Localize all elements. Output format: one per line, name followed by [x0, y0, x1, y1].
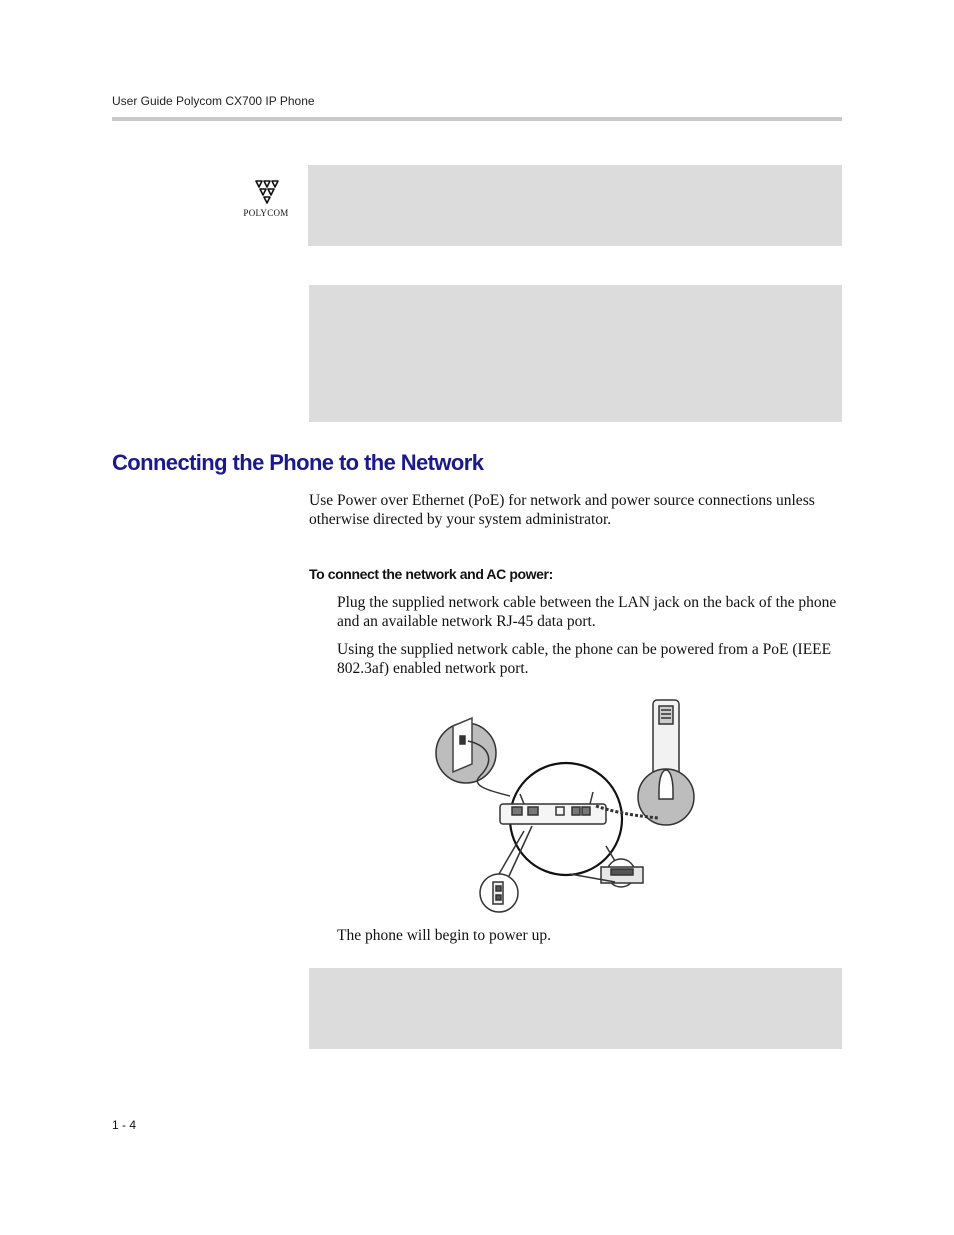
procedure-step-1: Plug the supplied network cable between the LAN jack on the back of the phone and an available network RJ-45 data port.	[337, 594, 837, 630]
phone-network-connection-diagram-icon	[410, 696, 710, 918]
procedure-step-2: Using the supplied network cable, the phone can be powered from a PoE (IEEE 802.3af) enabled network port.	[337, 641, 832, 677]
section-title: Connecting the Phone to the Network	[112, 450, 484, 475]
note-box-3	[309, 968, 842, 1049]
procedure-result: The phone will begin to power up.	[337, 927, 551, 944]
procedure-heading: To connect the network and AC power:	[309, 566, 553, 582]
polycom-logo	[234, 178, 298, 224]
note-box-1	[308, 165, 842, 246]
page-number: 1 - 4	[112, 1118, 137, 1132]
header-rule	[112, 117, 842, 121]
polycom-logo-text: POLYCOM	[243, 208, 289, 218]
running-header: User Guide Polycom CX700 IP Phone	[112, 94, 315, 108]
intro-paragraph: Use Power over Ethernet (PoE) for network and power source connections unless otherwise directed by your system administrator.	[309, 492, 815, 528]
connection-diagram	[410, 696, 710, 918]
note-box-2	[309, 285, 842, 422]
polycom-triangles-icon	[234, 178, 298, 208]
